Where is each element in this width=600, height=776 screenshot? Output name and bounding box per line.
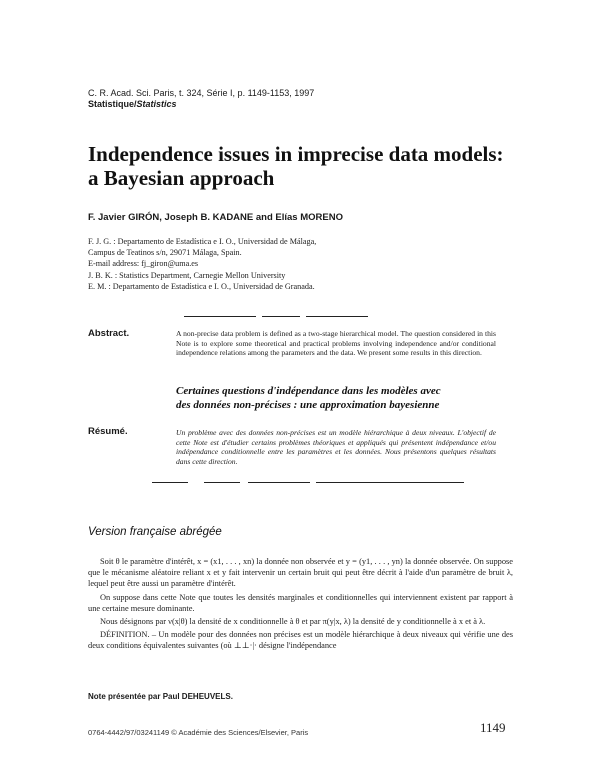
body-text	[88, 556, 513, 654]
journal-section	[88, 99, 314, 110]
affiliation-line: E. M. : Departamento de Estadística e I. O., Universidad de Granada.	[88, 281, 315, 291]
page-number: 1149	[480, 720, 506, 735]
french-title-line-1: Certaines questions d'indépendance dans les modèles avec	[176, 385, 441, 397]
resume-text: Un problème avec des données non-précises est un modèle hiérarchique à deux niveaux. L'objectif de cette Note est d'étudier certains problèmes théoriques et appliqués qui présentent indépendance et/ou indépendance conditionnelle entre les paramètres et les données. Nous présentons quelques résultats dans cette direction.	[176, 428, 496, 466]
affiliation-line: Campus de Teatinos s/n, 29071 Málaga, Spain.	[88, 248, 242, 258]
section-name: Statistique/	[88, 99, 137, 109]
french-title	[176, 384, 506, 412]
article-title	[88, 142, 528, 190]
title-line-1: Independence issues in imprecise data models:	[88, 142, 504, 166]
journal-header	[88, 88, 314, 110]
definition-paragraph: DÉFINITION. – Un modèle pour des données non précises est un modèle hiérarchique à deux niveaux qui vérifie une des deux conditions équivalentes suivantes (où ⊥⊥·|· désigne l'indépendance	[88, 630, 513, 651]
divider-rule	[248, 482, 310, 483]
divider-rule	[306, 316, 368, 317]
affiliation-line: J. B. K. : Statistics Department, Carnegie Mellon University	[88, 270, 286, 280]
journal-citation: C. R. Acad. Sci. Paris, t. 324, Série I, p. 1149-1153, 1997	[88, 88, 315, 98]
divider-rule	[316, 482, 464, 483]
title-line-2: a Bayesian approach	[88, 166, 275, 190]
body-paragraph: Soit θ le paramètre d'intérêt, x = (x1, . . . , xn) la donnée non observée et y = (y1, . . . , yn) la donnée observée. On suppose que le mécanisme aléatoire reliant x et y fait intervenir un certain bruit qui peut être décrit à l'aide d'un paramètre de bruit λ, lequel peut être aussi un paramètre d'intérêt.	[88, 557, 513, 589]
divider-rule	[204, 482, 240, 483]
affiliations	[88, 236, 508, 292]
author-list: F. Javier GIRÓN, Joseph B. KADANE and Elías MORENO	[88, 212, 343, 223]
section-name-english: Statistics	[136, 99, 177, 109]
affiliation-line: F. J. G. : Departamento de Estadística e I. O., Universidad de Málaga,	[88, 237, 317, 246]
divider-rule	[262, 316, 300, 317]
abstract-text: A non-precise data problem is defined as a two-stage hierarchical model. The question considered in this Note is to explore some theoretical and practical problems involving independence and/or conditional independence relations among the parameters and the data. We present some results in this direction.	[176, 329, 496, 358]
divider-rule	[152, 482, 188, 483]
presentation-note: Note présentée par Paul DEHEUVELS.	[88, 692, 233, 701]
section-heading: Version française abrégée	[88, 526, 222, 538]
body-paragraph: Nous désignons par ν(x|θ) la densité de x conditionnelle à θ et par π(y|x, λ) la densité de y conditionnelle à x et à λ.	[100, 617, 486, 627]
resume-label: Résumé.	[88, 426, 128, 437]
french-title-line-2: des données non-précises : une approximation bayesienne	[176, 399, 440, 411]
email-address: E-mail address: fj_giron@uma.es	[88, 259, 199, 269]
body-paragraph: On suppose dans cette Note que toutes les densités marginales et conditionnelles qui interviennent existent par rapport à une certaine mesure dominante.	[88, 592, 513, 613]
copyright-footer: 0764-4442/97/03241149 © Académie des Sciences/Elsevier, Paris	[88, 728, 309, 737]
divider-rule	[184, 316, 256, 317]
abstract-label: Abstract.	[88, 328, 130, 339]
